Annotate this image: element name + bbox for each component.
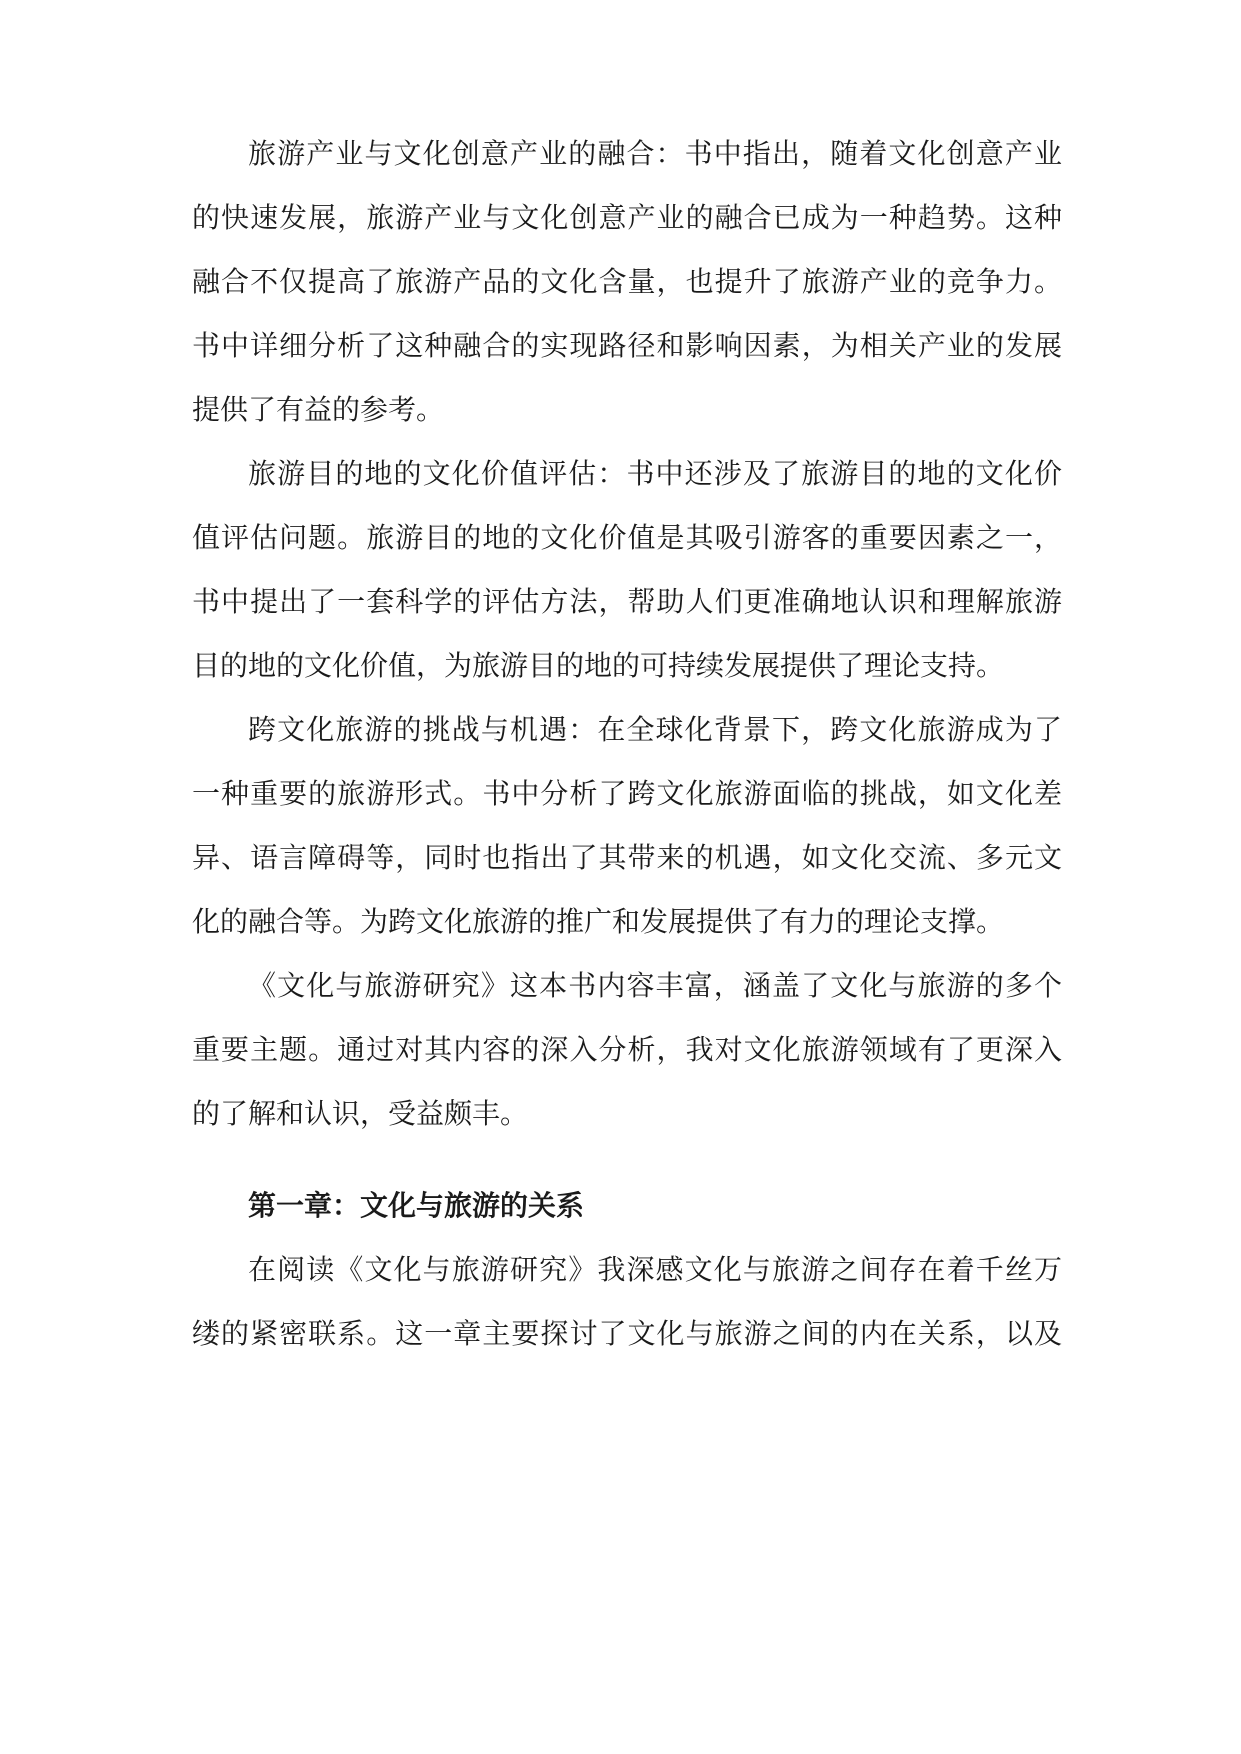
paragraph-3-line-4: 化的融合等。为跨文化旅游的推广和发展提供了有力的理论支撑。 <box>192 905 1005 938</box>
paragraph-1-line-1: 旅游产业与文化创意产业的融合：书中指出，随着文化创意产业 <box>248 137 1062 170</box>
chapter-paragraph-line-2: 缕的紧密联系。这一章主要探讨了文化与旅游之间的内在关系，以及 <box>192 1317 1062 1350</box>
paragraph-1-line-4: 书中详细分析了这种融合的实现路径和影响因素，为相关产业的发展 <box>192 329 1062 362</box>
paragraph-2-line-1: 旅游目的地的文化价值评估：书中还涉及了旅游目的地的文化价 <box>248 457 1062 490</box>
paragraph-2-line-2: 值评估问题。旅游目的地的文化价值是其吸引游客的重要因素之一， <box>192 521 1062 554</box>
paragraph-2-line-4: 目的地的文化价值，为旅游目的地的可持续发展提供了理论支持。 <box>192 649 1005 682</box>
chapter-heading: 第一章：文化与旅游的关系 <box>248 1189 585 1222</box>
paragraph-4-line-2: 重要主题。通过对其内容的深入分析，我对文化旅游领域有了更深入 <box>192 1033 1062 1066</box>
paragraph-4-line-3: 的了解和认识，受益颇丰。 <box>192 1097 529 1130</box>
paragraph-3-line-2: 一种重要的旅游形式。书中分析了跨文化旅游面临的挑战，如文化差 <box>192 777 1062 810</box>
paragraph-1-line-3: 融合不仅提高了旅游产品的文化含量，也提升了旅游产业的竞争力。 <box>192 265 1062 298</box>
paragraph-4-line-1: 《文化与旅游研究》这本书内容丰富，涵盖了文化与旅游的多个 <box>248 969 1062 1002</box>
paragraph-1-line-5: 提供了有益的参考。 <box>192 393 445 426</box>
chapter-paragraph-line-1: 在阅读《文化与旅游研究》我深感文化与旅游之间存在着千丝万 <box>248 1253 1062 1286</box>
paragraph-1-line-2: 的快速发展，旅游产业与文化创意产业的融合已成为一种趋势。这种 <box>192 201 1062 234</box>
paragraph-2-line-3: 书中提出了一套科学的评估方法，帮助人们更准确地认识和理解旅游 <box>192 585 1062 618</box>
paragraph-3-line-3: 异、语言障碍等，同时也指出了其带来的机遇，如文化交流、多元文 <box>192 841 1062 874</box>
paragraph-3-line-1: 跨文化旅游的挑战与机遇：在全球化背景下，跨文化旅游成为了 <box>248 713 1062 746</box>
